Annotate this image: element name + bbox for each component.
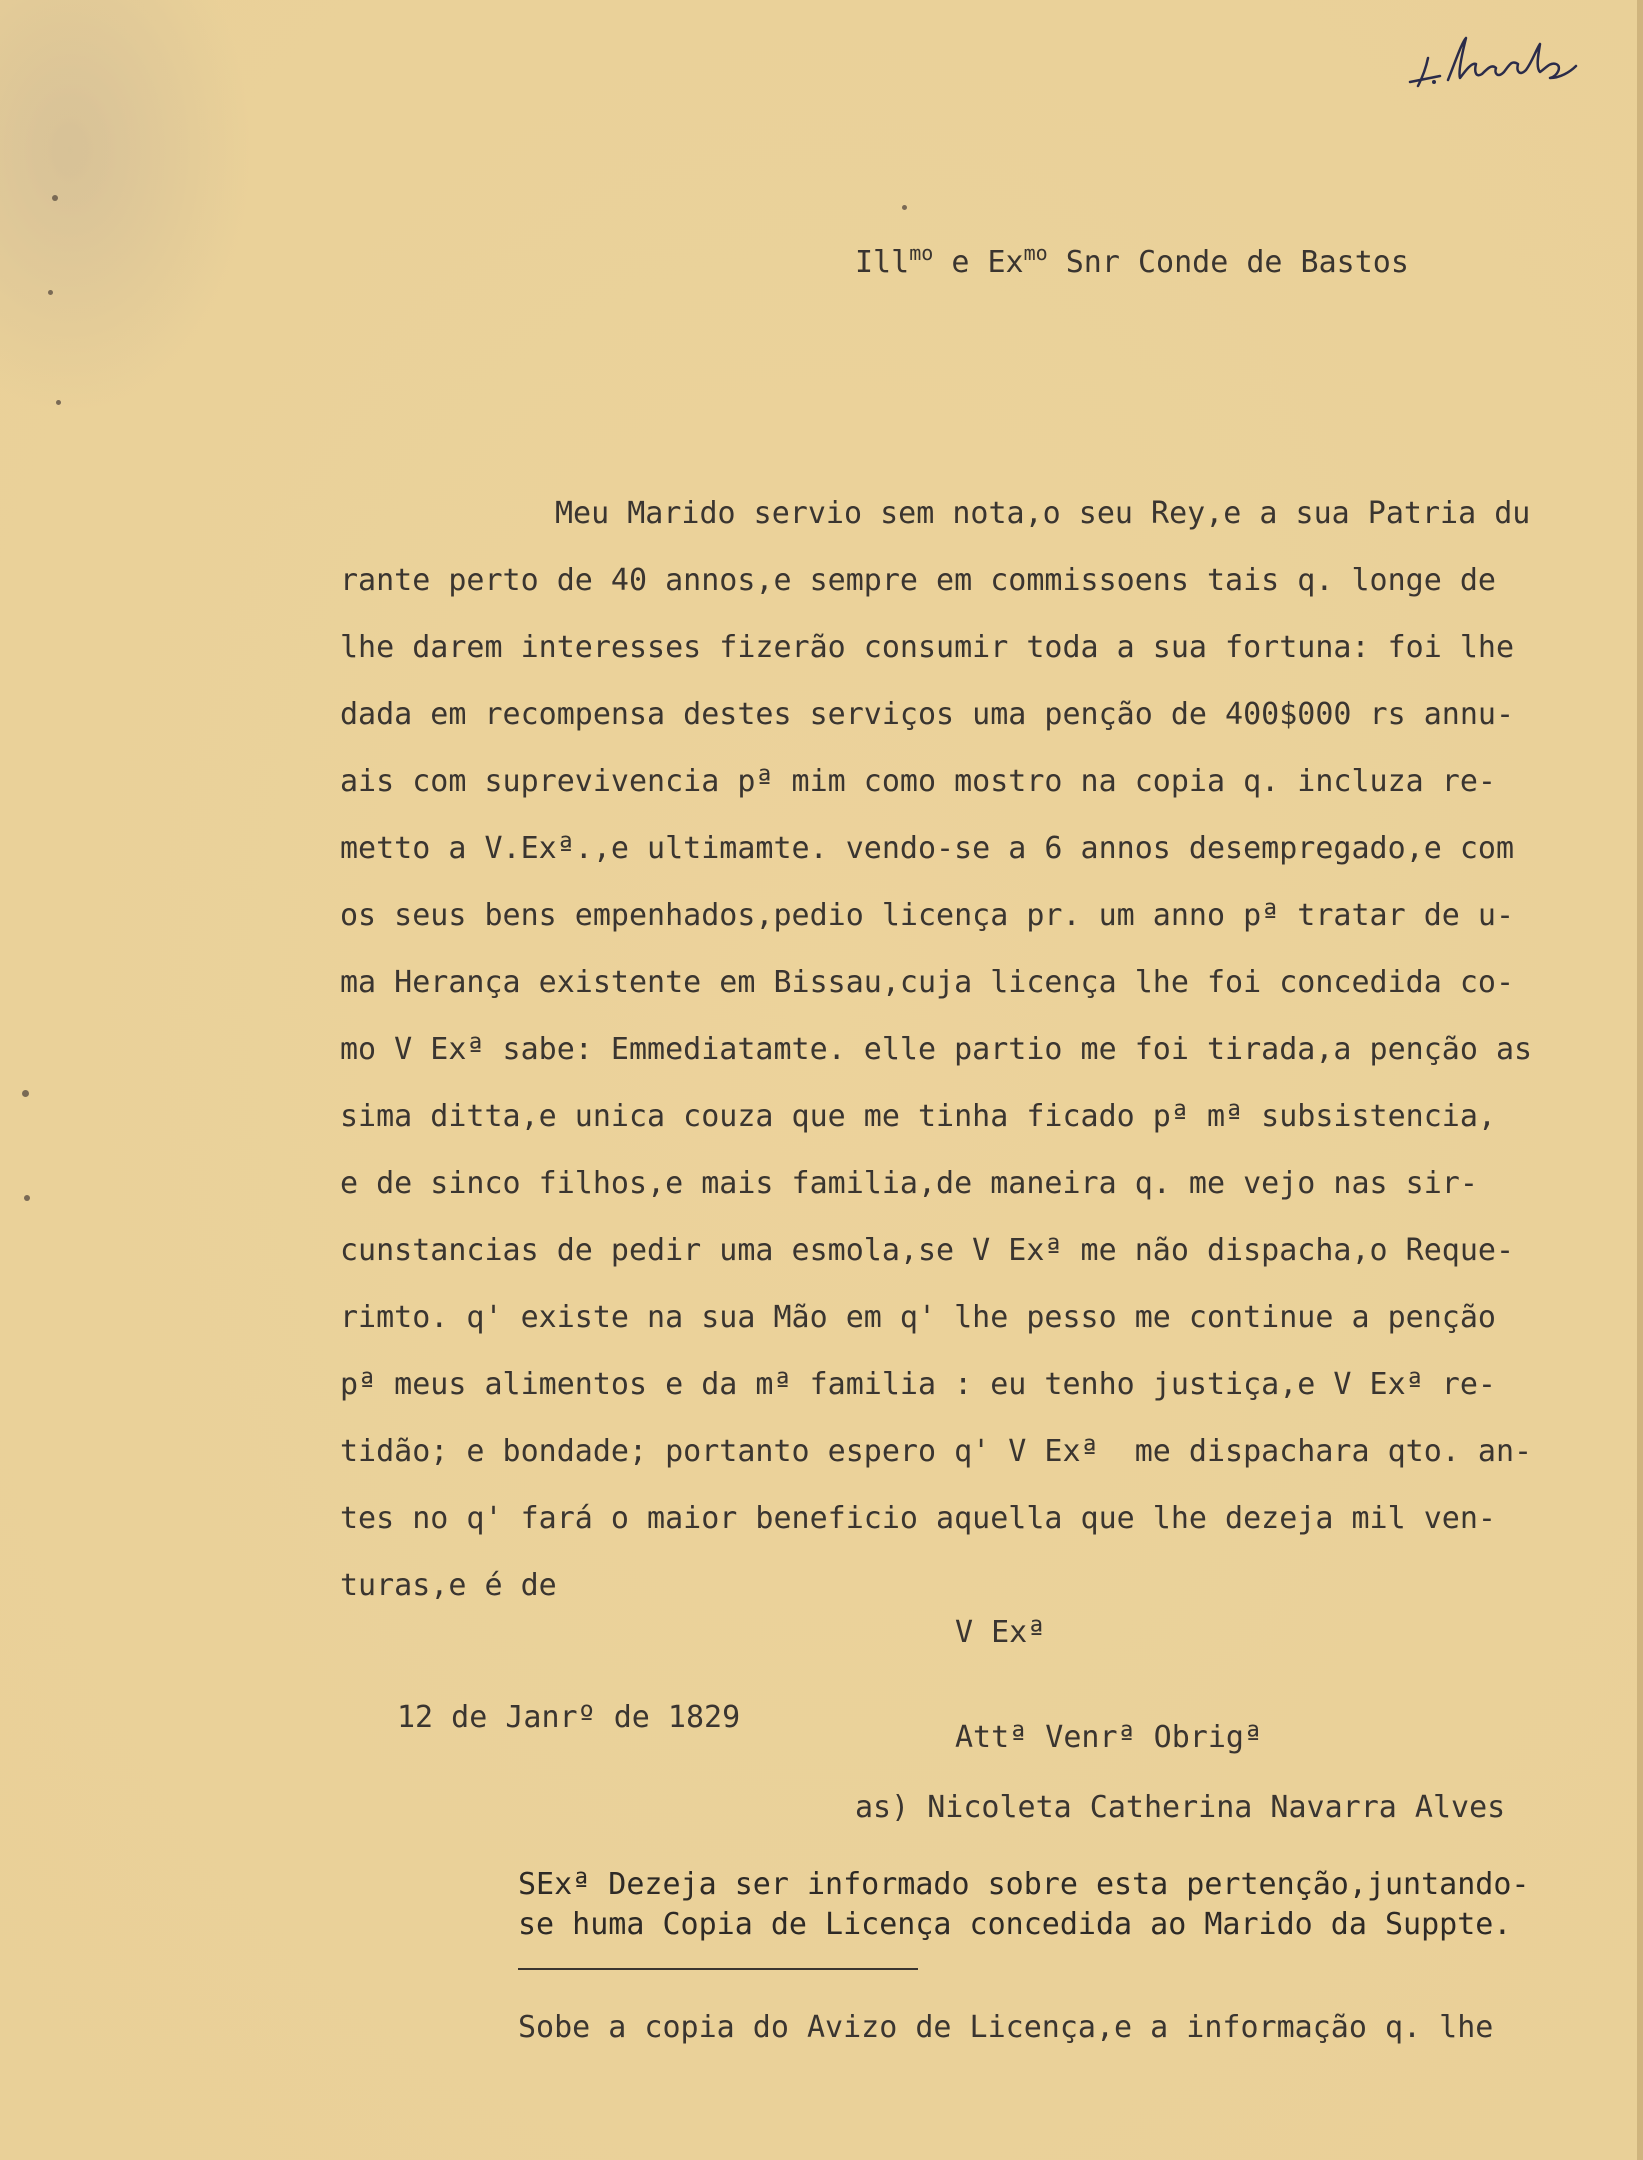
paper-speck bbox=[902, 205, 907, 210]
annotation-note bbox=[518, 1865, 1529, 1945]
body-line: ma Herança existente em Bissau,cuja licença lhe foi concedida co- bbox=[340, 965, 1514, 1000]
paper-speck bbox=[52, 195, 58, 201]
paper-edge bbox=[1637, 0, 1643, 2160]
body-line: cunstancias de pedir uma esmola,se V Exª me não dispacha,o Reque- bbox=[340, 1233, 1514, 1268]
body-line: lhe darem interesses fizerão consumir toda a sua fortuna: foi lhe bbox=[340, 630, 1514, 665]
paper-speck bbox=[56, 400, 61, 405]
body-line: rimto. q' existe na sua Mão em q' lhe pesso me continue a penção bbox=[340, 1300, 1496, 1335]
paper-speck bbox=[48, 290, 53, 295]
body-line: metto a V.Exª.,e ultimamte. vendo-se a 6 annos desempregado,e com bbox=[340, 831, 1514, 866]
note-line: se huma Copia de Licença concedida ao Marido da Suppte. bbox=[518, 1907, 1512, 1942]
salutation: Ill$^{mo}$ e $Ex^{mo}$ Snr Conde de Bastos bbox=[855, 241, 1409, 280]
signer-name: as) Nicoleta Catherina Navarra Alves bbox=[855, 1790, 1506, 1825]
body-line: sima ditta,e unica couza que me tinha ficado pª mª subsistencia, bbox=[340, 1099, 1496, 1134]
body-line: pª meus alimentos e da mª familia : eu tenho justiça,e V Exª re- bbox=[340, 1367, 1496, 1402]
letter-date: 12 de Janrº de 1829 bbox=[397, 1700, 741, 1735]
divider-line bbox=[518, 1968, 918, 1970]
footer-text-line: Sobe a copia do Avizo de Licença,e a informação q. lhe bbox=[518, 2010, 1494, 2045]
body-line: Meu Marido servio sem nota,o seu Rey,e a sua Patria du bbox=[555, 496, 1531, 531]
body-line: os seus bens empenhados,pedio licença pr. um anno pª tratar de u- bbox=[340, 898, 1514, 933]
body-line: rante perto de 40 annos,e sempre em commissoens tais q. longe de bbox=[340, 563, 1496, 598]
handwritten-signature bbox=[1400, 20, 1600, 100]
signature-formula: Attª Venrª Obrigª bbox=[955, 1720, 1263, 1755]
closing-address: V Exª bbox=[955, 1615, 1046, 1650]
paper-speck bbox=[22, 1090, 29, 1097]
paper-speck bbox=[24, 1195, 30, 1201]
body-line: tidão; e bondade; portanto espero q' V Exª me dispachara qto. an- bbox=[340, 1434, 1533, 1469]
letter-body bbox=[340, 480, 1625, 1619]
note-line: SExª Dezeja ser informado sobre esta pertenção,juntando- bbox=[518, 1867, 1530, 1902]
body-line: ais com suprevivencia pª mim como mostro na copia q. incluza re- bbox=[340, 764, 1496, 799]
body-line: mo V Exª sabe: Emmediatamte. elle partio me foi tirada,a penção as bbox=[340, 1032, 1533, 1067]
body-line: tes no q' fará o maior beneficio aquella que lhe dezeja mil ven- bbox=[340, 1501, 1496, 1536]
body-line: dada em recompensa destes serviços uma penção de 400$000 rs annu- bbox=[340, 697, 1514, 732]
body-line: turas,e é de bbox=[340, 1568, 557, 1603]
body-line: e de sinco filhos,e mais familia,de maneira q. me vejo nas sir- bbox=[340, 1166, 1478, 1201]
